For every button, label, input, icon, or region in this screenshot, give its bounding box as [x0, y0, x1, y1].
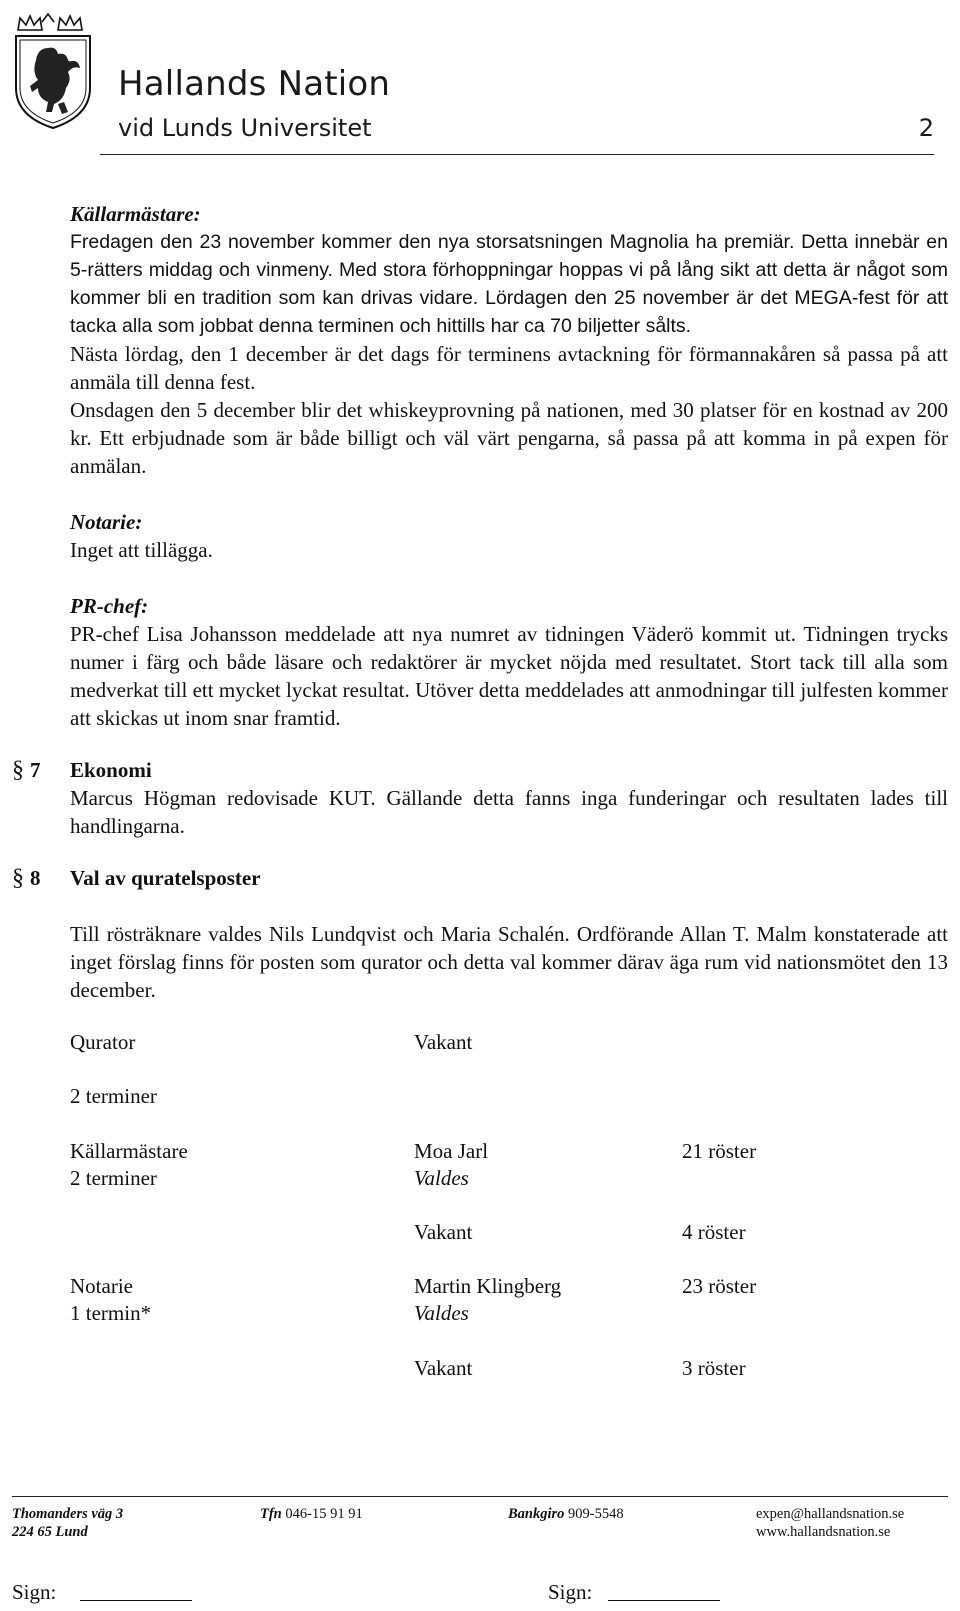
paragraph-title-ekonomi: Ekonomi	[70, 758, 152, 782]
vote-vacant-notarie: Vakant	[414, 1356, 473, 1380]
footer-address	[12, 1505, 123, 1541]
footer-bankgiro-label: Bankgiro	[508, 1506, 565, 1522]
kallarmastare-paragraph-3: Onsdagen den 5 december blir det whiskeyprovning på nationen, med 30 platser för en kostnad av 200 kr. Ett erbjudnade som är både billigt och väl värt pengarna, så passa på att komma in på expen för anmälan.	[70, 398, 948, 478]
footer-bankgiro-number: 909-5548	[568, 1506, 624, 1522]
paragraph-number-7: 7	[30, 758, 41, 782]
header-divider	[100, 154, 934, 155]
footer-city: 224 65 Lund	[12, 1524, 88, 1540]
paragraph-sign-8: §	[12, 865, 24, 891]
paragraph-sign-7: §	[12, 757, 24, 783]
section-body-kallarmastare	[70, 228, 948, 340]
sign-label-left: Sign:	[12, 1580, 57, 1604]
footer-divider	[12, 1496, 948, 1497]
organization-name: Hallands Nation	[118, 64, 391, 104]
vote-vacant-count-notarie: 3 röster	[682, 1356, 746, 1380]
sign-label-right: Sign:	[548, 1580, 593, 1604]
footer-street: Thomanders väg 3	[12, 1506, 124, 1522]
vote-post-kallarmastare: Källarmästare	[70, 1139, 188, 1163]
vote-term-qurator: 2 terminer	[70, 1084, 157, 1108]
paragraph-body-val-av-quratelsposter: Till rösträknare valdes Nils Lundqvist och Maria Schalén. Ordförande Allan T. Malm konstaterade att inget förslag finns för posten som qurator och detta val kommer därav äga rum vid nationsmötet den 13 december.	[70, 922, 948, 1002]
page-number: 2	[918, 114, 934, 142]
section-title-notarie: Notarie:	[70, 510, 143, 534]
footer-bankgiro	[508, 1505, 624, 1523]
paragraph-body-ekonomi: Marcus Högman redovisade KUT. Gällande detta fanns inga funderingar och resultaten lades till handlingarna.	[70, 786, 948, 838]
section-title-kallarmastare: Källarmästare:	[70, 202, 201, 226]
vote-status-qurator: Vakant	[414, 1030, 473, 1054]
footer-email: expen@hallandsnation.se	[756, 1506, 905, 1522]
sign-line-right	[608, 1600, 720, 1601]
vote-post-qurator: Qurator	[70, 1030, 136, 1054]
kallarmastare-paragraph-1: Fredagen den 23 november kommer den nya storsatsningen Magnolia ha premiär. Detta innebär en 5-rätters middag och vinmeny. Med stora förhoppningar hoppas vi på lång sikt att detta är något som kommer bli en tradition som kan drivas vidare. Lördagen den 25 november är det MEGA-fest för att tacka alla som jobbat denna terminen och hittills har ca 70 biljetter sålts.	[70, 231, 948, 337]
vote-result-notarie: Valdes	[414, 1301, 469, 1325]
footer-phone-number: 046-15 91 91	[285, 1506, 363, 1522]
section-body-kallarmastare-serif	[70, 340, 948, 480]
vote-vacant-count-kallarmastare: 4 röster	[682, 1220, 746, 1244]
section-title-prchef: PR-chef:	[70, 594, 149, 618]
sign-line-left	[80, 1600, 192, 1601]
section-body-prchef: PR-chef Lisa Johansson meddelade att nya numret av tidningen Väderö kommit ut. Tidningen trycks numer i färg och både läsare och redaktörer är mycket nöjda med resultatet. Stort tack till alla som medverkat till ett mycket lyckat resultat. Utöver detta meddelades att anmodningar till julfesten kommer att skickas ut inom snar framtid.	[70, 622, 948, 730]
vote-candidate-kallarmastare: Moa Jarl	[414, 1139, 489, 1163]
footer-website: www.hallandsnation.se	[756, 1524, 891, 1540]
vote-result-kallarmastare: Valdes	[414, 1166, 469, 1190]
footer-phone-label: Tfn	[260, 1506, 282, 1522]
vote-candidate-notarie: Martin Klingberg	[414, 1274, 562, 1298]
paragraph-title-val-av-quratelsposter: Val av quratelsposter	[70, 866, 261, 890]
vote-term-kallarmastare: 2 terminer	[70, 1166, 157, 1190]
kallarmastare-paragraph-2: Nästa lördag, den 1 december är det dags för terminens avtackning för förmannakåren så passa på att anmäla till denna fest.	[70, 342, 948, 394]
organization-subtitle: vid Lunds Universitet	[118, 114, 372, 142]
vote-vacant-kallarmastare: Vakant	[414, 1220, 473, 1244]
hallands-nation-crest-logo	[8, 8, 98, 133]
paragraph-number-8: 8	[30, 866, 41, 890]
vote-term-notarie: 1 termin*	[70, 1301, 152, 1325]
section-body-notarie: Inget att tillägga.	[70, 538, 213, 562]
vote-post-notarie: Notarie	[70, 1274, 133, 1298]
vote-count-notarie: 23 röster	[682, 1274, 757, 1298]
vote-count-kallarmastare: 21 röster	[682, 1139, 757, 1163]
footer-phone	[260, 1505, 363, 1523]
footer-contact	[756, 1505, 904, 1541]
